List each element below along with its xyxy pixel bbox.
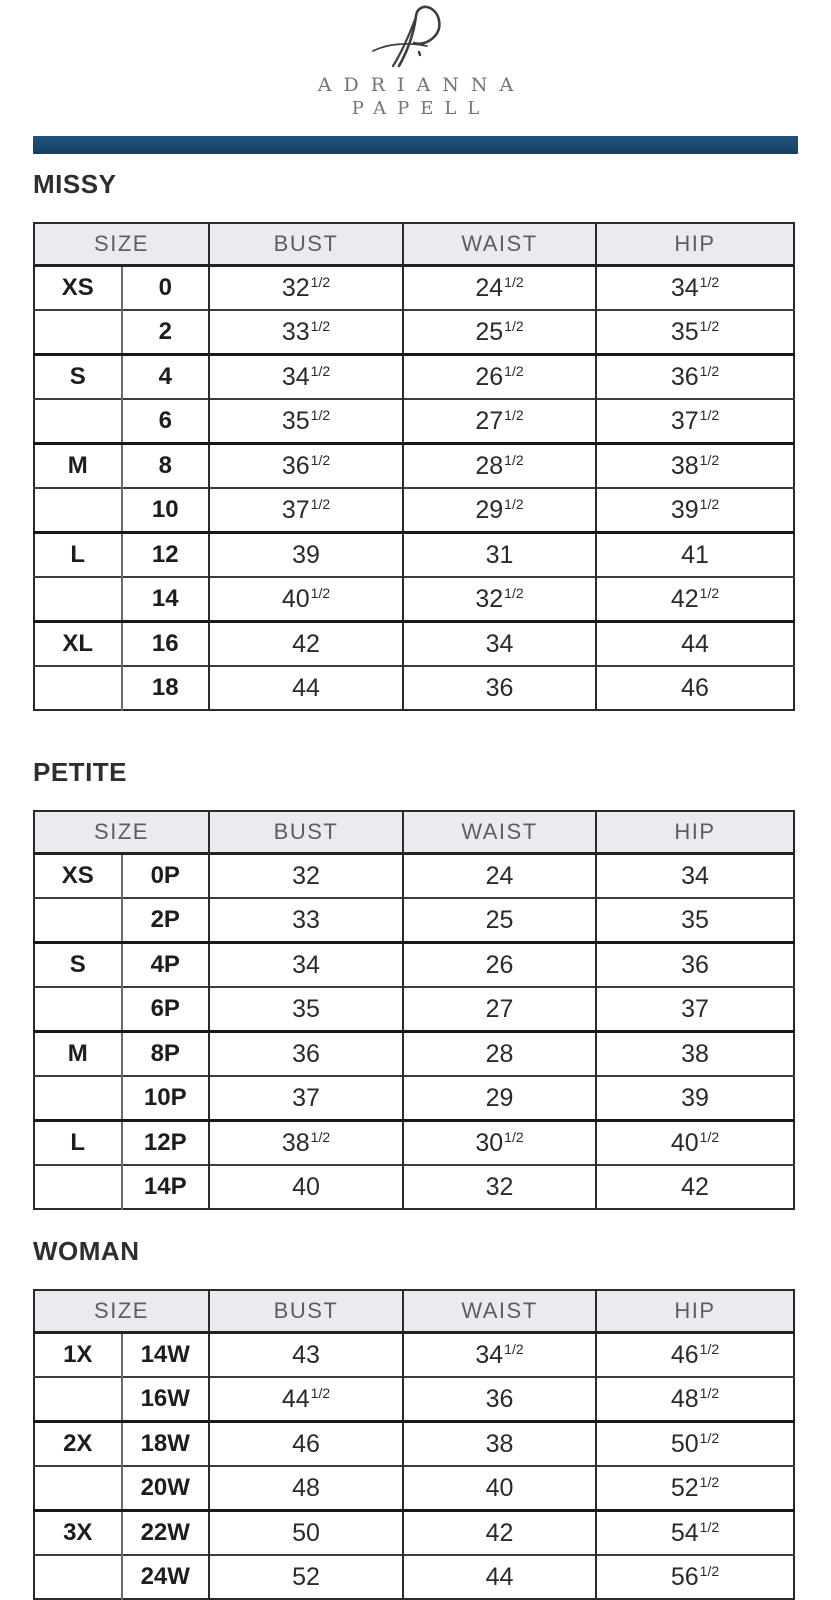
cell-hip: 34 xyxy=(681,861,709,890)
column-header-waist: WAIST xyxy=(403,1290,596,1333)
cell-waist: 34 xyxy=(403,622,596,667)
cell-hip: $38^{1/2}$ xyxy=(670,451,720,480)
cell-numeric-size: 24W xyxy=(122,1555,210,1599)
cell-waist: $29^{1/2}$ xyxy=(403,488,596,533)
table-row xyxy=(34,1511,794,1556)
half-fraction: 1/2 xyxy=(699,451,720,468)
header-row xyxy=(34,223,794,266)
cell-numeric-size: 18 xyxy=(122,666,210,710)
half-fraction: 1/2 xyxy=(699,1562,720,1579)
cell-numeric-size: 14P xyxy=(122,1165,210,1209)
column-header-bust: BUST xyxy=(209,223,403,266)
table-row xyxy=(34,666,794,710)
cell-numeric-size: 8P xyxy=(122,1032,210,1077)
half-fraction: 1/2 xyxy=(310,451,331,468)
half-fraction: 1/2 xyxy=(310,362,331,379)
cell-bust: 50 xyxy=(209,1511,403,1556)
cell-hip: $36^{1/2}$ xyxy=(670,362,720,391)
table-row xyxy=(34,898,794,943)
half-fraction: 1/2 xyxy=(699,362,720,379)
cell-bust: 35 xyxy=(209,987,403,1032)
cell-letter-size: L xyxy=(34,533,122,578)
missy-size-table xyxy=(33,222,795,711)
woman-size-table xyxy=(33,1289,795,1600)
petite-size-table xyxy=(33,810,795,1210)
cell-hip: $52^{1/2}$ xyxy=(670,1473,720,1502)
cell-waist: $26^{1/2}$ xyxy=(403,355,596,400)
cell-waist: 38 xyxy=(403,1422,596,1467)
table-row xyxy=(34,444,794,489)
cell-hip: 37 xyxy=(681,994,709,1023)
half-fraction: 1/2 xyxy=(504,406,524,423)
cell-numeric-size: 6 xyxy=(122,399,210,444)
table-row xyxy=(34,355,794,400)
cell-letter-size: M xyxy=(34,1032,122,1077)
cell-waist: 40 xyxy=(403,1466,596,1511)
cell-bust: 37 xyxy=(209,1076,403,1121)
column-header-size: SIZE xyxy=(34,1290,209,1333)
section-title-petite: PETITE xyxy=(33,757,128,787)
cell-bust: $38^{1/2}$ xyxy=(209,1121,403,1166)
cell-hip: 35 xyxy=(681,905,709,934)
half-fraction: 1/2 xyxy=(699,1384,720,1401)
cell-hip: 39 xyxy=(681,1083,709,1112)
cell-numeric-size: 20W xyxy=(122,1466,210,1511)
cell-hip: 46 xyxy=(681,673,709,702)
cell-bust: $34^{1/2}$ xyxy=(209,355,403,400)
half-fraction: 1/2 xyxy=(504,1128,524,1145)
cell-waist: $34^{1/2}$ xyxy=(403,1333,596,1378)
cell-bust: $44^{1/2}$ xyxy=(209,1377,403,1422)
cell-waist: $32^{1/2}$ xyxy=(403,577,596,622)
cell-bust: 34 xyxy=(209,943,403,988)
cell-bust: 36 xyxy=(209,1032,403,1077)
cell-letter-size: M xyxy=(34,444,122,489)
column-header-size: SIZE xyxy=(34,223,209,266)
table-row xyxy=(34,1121,794,1166)
table-row xyxy=(34,1377,794,1422)
half-fraction: 1/2 xyxy=(699,1429,720,1446)
cell-letter-size: XS xyxy=(34,266,122,311)
cell-waist: $28^{1/2}$ xyxy=(403,444,596,489)
cell-waist: 27 xyxy=(403,987,596,1032)
size-chart-sections xyxy=(0,169,831,1600)
brand-header xyxy=(0,0,831,119)
cell-bust: 32 xyxy=(209,854,403,899)
section-title-missy: MISSY xyxy=(33,169,117,199)
cell-numeric-size: 14W xyxy=(122,1333,210,1378)
table-row xyxy=(34,1422,794,1467)
cell-letter-size: L xyxy=(34,1121,122,1166)
cell-bust: 39 xyxy=(209,533,403,578)
half-fraction: 1/2 xyxy=(504,317,524,334)
half-fraction: 1/2 xyxy=(504,362,524,379)
table-row xyxy=(34,533,794,578)
cell-letter-size xyxy=(34,1165,122,1209)
cell-waist: 29 xyxy=(403,1076,596,1121)
cell-hip: $42^{1/2}$ xyxy=(670,584,720,613)
cell-letter-size xyxy=(34,987,122,1032)
cell-bust: 33 xyxy=(209,898,403,943)
cell-letter-size xyxy=(34,1466,122,1511)
cell-numeric-size: 0 xyxy=(122,266,210,311)
half-fraction: 1/2 xyxy=(699,495,720,512)
cell-hip: $50^{1/2}$ xyxy=(670,1429,720,1458)
half-fraction: 1/2 xyxy=(699,1473,720,1490)
cell-bust: 43 xyxy=(209,1333,403,1378)
cell-bust: 44 xyxy=(209,666,403,710)
table-row xyxy=(34,1333,794,1378)
cell-hip: $35^{1/2}$ xyxy=(670,317,720,346)
cell-letter-size xyxy=(34,898,122,943)
cell-hip: 36 xyxy=(681,950,709,979)
column-header-bust: BUST xyxy=(209,811,403,854)
cell-bust: 42 xyxy=(209,622,403,667)
cell-hip: $40^{1/2}$ xyxy=(670,1128,720,1157)
half-fraction: 1/2 xyxy=(699,584,720,601)
cell-hip: $39^{1/2}$ xyxy=(670,495,720,524)
table-row xyxy=(34,943,794,988)
half-fraction: 1/2 xyxy=(504,273,524,290)
column-header-bust: BUST xyxy=(209,1290,403,1333)
section-petite xyxy=(33,757,831,1210)
column-header-hip: HIP xyxy=(596,811,794,854)
cell-hip: $37^{1/2}$ xyxy=(670,406,720,435)
cell-bust: 40 xyxy=(209,1165,403,1209)
half-fraction: 1/2 xyxy=(504,495,524,512)
half-fraction: 1/2 xyxy=(310,406,331,423)
half-fraction: 1/2 xyxy=(699,1340,720,1357)
column-header-hip: HIP xyxy=(596,223,794,266)
table-row xyxy=(34,399,794,444)
cell-numeric-size: 2P xyxy=(122,898,210,943)
cell-waist: 44 xyxy=(403,1555,596,1599)
cell-waist: 25 xyxy=(403,898,596,943)
cell-waist: 26 xyxy=(403,943,596,988)
header-row xyxy=(34,811,794,854)
section-missy xyxy=(33,169,831,711)
table-row xyxy=(34,1076,794,1121)
cell-bust: $40^{1/2}$ xyxy=(209,577,403,622)
cell-letter-size: XL xyxy=(34,622,122,667)
brand-name-line2: PAPELL xyxy=(351,98,491,119)
cell-waist: $25^{1/2}$ xyxy=(403,310,596,355)
half-fraction: 1/2 xyxy=(504,1340,524,1357)
table-row xyxy=(34,1165,794,1209)
cell-bust: $35^{1/2}$ xyxy=(209,399,403,444)
cell-waist: 24 xyxy=(403,854,596,899)
half-fraction: 1/2 xyxy=(310,1128,331,1145)
half-fraction: 1/2 xyxy=(310,273,331,290)
table-row xyxy=(34,488,794,533)
cell-hip: $34^{1/2}$ xyxy=(670,273,720,302)
cell-waist: 42 xyxy=(403,1511,596,1556)
table-row xyxy=(34,987,794,1032)
half-fraction: 1/2 xyxy=(504,451,524,468)
column-header-waist: WAIST xyxy=(403,811,596,854)
cell-letter-size xyxy=(34,1377,122,1422)
cell-hip: $56^{1/2}$ xyxy=(670,1562,720,1591)
half-fraction: 1/2 xyxy=(699,1518,720,1535)
cell-hip: $46^{1/2}$ xyxy=(670,1340,720,1369)
section-woman xyxy=(33,1236,831,1600)
cell-numeric-size: 18W xyxy=(122,1422,210,1467)
cell-numeric-size: 4 xyxy=(122,355,210,400)
cell-waist: 28 xyxy=(403,1032,596,1077)
cell-bust: $33^{1/2}$ xyxy=(209,310,403,355)
cell-numeric-size: 12 xyxy=(122,533,210,578)
cell-numeric-size: 6P xyxy=(122,987,210,1032)
table-row xyxy=(34,310,794,355)
table-row xyxy=(34,1466,794,1511)
cell-hip: 38 xyxy=(681,1039,709,1068)
top-divider-bar xyxy=(33,136,798,154)
table-row xyxy=(34,1032,794,1077)
brand-name-line1: ADRIANNA xyxy=(317,74,526,96)
cell-waist: 31 xyxy=(403,533,596,578)
cell-hip: $54^{1/2}$ xyxy=(670,1518,720,1547)
cell-letter-size: S xyxy=(34,355,122,400)
cell-letter-size xyxy=(34,488,122,533)
cell-waist: $27^{1/2}$ xyxy=(403,399,596,444)
cell-bust: 52 xyxy=(209,1555,403,1599)
cell-letter-size: 3X xyxy=(34,1511,122,1556)
cell-letter-size: XS xyxy=(34,854,122,899)
cell-bust: $37^{1/2}$ xyxy=(209,488,403,533)
cell-letter-size xyxy=(34,666,122,710)
section-title-woman: WOMAN xyxy=(33,1236,140,1266)
table-row xyxy=(34,1555,794,1599)
half-fraction: 1/2 xyxy=(699,273,720,290)
cell-bust: 48 xyxy=(209,1466,403,1511)
table-row xyxy=(34,622,794,667)
cell-letter-size xyxy=(34,399,122,444)
cell-waist: 36 xyxy=(403,1377,596,1422)
cell-numeric-size: 14 xyxy=(122,577,210,622)
cell-numeric-size: 10 xyxy=(122,488,210,533)
cell-letter-size: 1X xyxy=(34,1333,122,1378)
cell-numeric-size: 22W xyxy=(122,1511,210,1556)
cell-hip: $48^{1/2}$ xyxy=(670,1384,720,1413)
cell-bust: $36^{1/2}$ xyxy=(209,444,403,489)
cell-numeric-size: 0P xyxy=(122,854,210,899)
cell-numeric-size: 10P xyxy=(122,1076,210,1121)
half-fraction: 1/2 xyxy=(699,317,720,334)
column-header-waist: WAIST xyxy=(403,223,596,266)
cell-bust: $32^{1/2}$ xyxy=(209,266,403,311)
half-fraction: 1/2 xyxy=(310,317,331,334)
cell-letter-size xyxy=(34,577,122,622)
cell-waist: 36 xyxy=(403,666,596,710)
table-row xyxy=(34,854,794,899)
half-fraction: 1/2 xyxy=(310,495,331,512)
cell-waist: 32 xyxy=(403,1165,596,1209)
cell-numeric-size: 8 xyxy=(122,444,210,489)
half-fraction: 1/2 xyxy=(699,406,720,423)
cell-waist: $30^{1/2}$ xyxy=(403,1121,596,1166)
half-fraction: 1/2 xyxy=(310,1384,331,1401)
half-fraction: 1/2 xyxy=(504,584,524,601)
cell-numeric-size: 4P xyxy=(122,943,210,988)
header-row xyxy=(34,1290,794,1333)
adrianna-papell-monogram-logo xyxy=(360,4,472,68)
cell-letter-size xyxy=(34,1555,122,1599)
cell-numeric-size: 12P xyxy=(122,1121,210,1166)
cell-letter-size xyxy=(34,310,122,355)
cell-hip: 42 xyxy=(681,1172,709,1201)
cell-numeric-size: 2 xyxy=(122,310,210,355)
cell-letter-size: 2X xyxy=(34,1422,122,1467)
cell-numeric-size: 16 xyxy=(122,622,210,667)
cell-letter-size xyxy=(34,1076,122,1121)
column-header-size: SIZE xyxy=(34,811,209,854)
cell-hip: 44 xyxy=(681,629,709,658)
cell-numeric-size: 16W xyxy=(122,1377,210,1422)
cell-letter-size: S xyxy=(34,943,122,988)
half-fraction: 1/2 xyxy=(310,584,331,601)
table-row xyxy=(34,266,794,311)
column-header-hip: HIP xyxy=(596,1290,794,1333)
table-row xyxy=(34,577,794,622)
cell-hip: 41 xyxy=(681,540,709,569)
cell-bust: 46 xyxy=(209,1422,403,1467)
half-fraction: 1/2 xyxy=(699,1128,720,1145)
cell-waist: $24^{1/2}$ xyxy=(403,266,596,311)
